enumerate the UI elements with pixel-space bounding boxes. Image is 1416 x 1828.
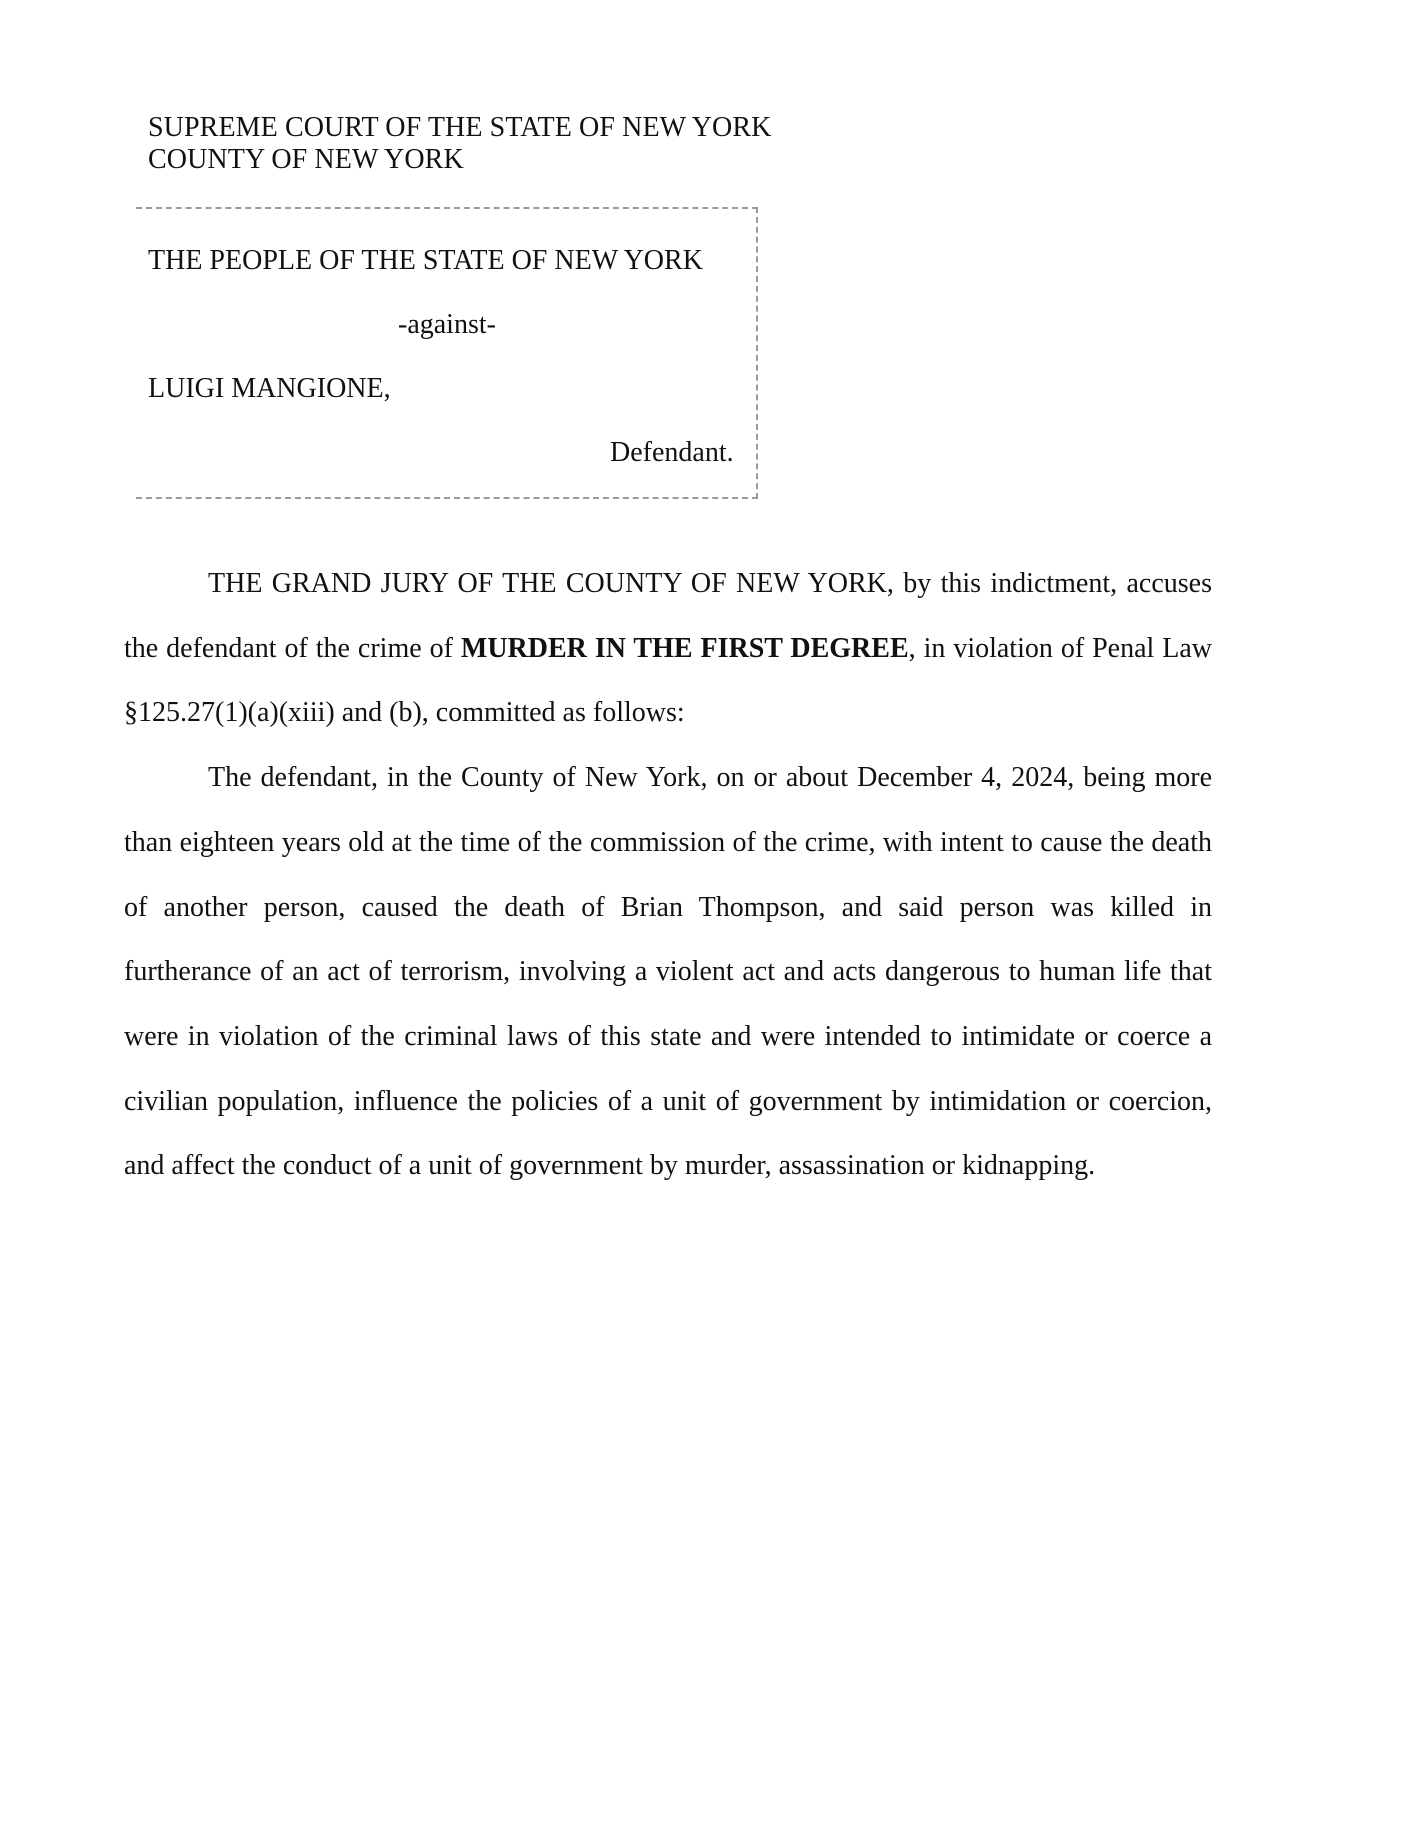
court-header bbox=[148, 112, 771, 176]
county-name: COUNTY OF NEW YORK bbox=[148, 144, 464, 175]
defendant-label: Defendant. bbox=[610, 437, 734, 468]
accusation-intro: THE GRAND JURY OF THE COUNTY OF NEW YORK, by this indictment, accuses the defendant of the crime of bbox=[124, 568, 1212, 664]
case-caption-box bbox=[136, 207, 758, 499]
facts-paragraph: The defendant, in the County of New York, on or about December 4, 2024, being more than eighteen years old at the time of the commission of the crime, with intent to cause the death of another person, caused the death of Brian Thompson, and said person was killed in furtherance of an act of terrorism, involving a violent act and acts dangerous to human life that were in violation of the criminal laws of this state and were intended to intimidate or coerce a civilian population, influence the policies of a unit of government by intimidation or coercion, and affect the conduct of a unit of government by murder, assassination or kidnapping. bbox=[124, 762, 1212, 1182]
plaintiff-name: THE PEOPLE OF THE STATE OF NEW YORK bbox=[148, 245, 703, 276]
charge-name: MURDER IN THE FIRST DEGREE bbox=[460, 632, 909, 664]
accusation-paragraph bbox=[124, 552, 1212, 746]
accusation-statute: , in violation of Penal Law §125.27(1)(a)(xiii) and (b), committed as follows: bbox=[124, 632, 1212, 729]
indictment-body bbox=[124, 552, 1212, 1199]
defendant-name: LUIGI MANGIONE, bbox=[148, 373, 391, 404]
court-name: SUPREME COURT OF THE STATE OF NEW YORK bbox=[148, 112, 772, 143]
against-label: -against- bbox=[398, 309, 496, 340]
